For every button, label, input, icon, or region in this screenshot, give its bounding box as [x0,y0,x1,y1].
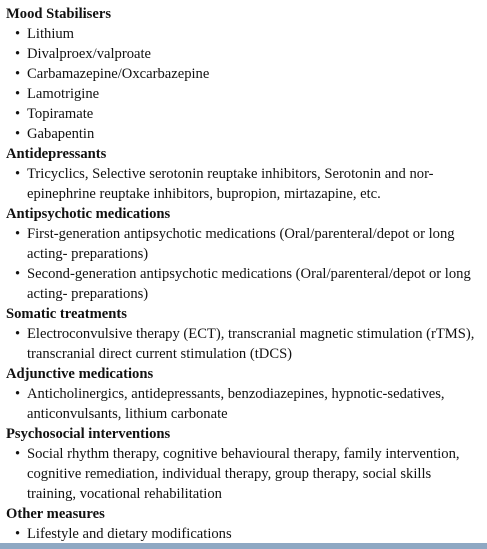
item-list [6,224,487,304]
item-list [6,24,487,144]
section-somatic-treatments [6,304,487,364]
list-item [6,164,487,204]
bullet-icon: • [15,46,21,62]
item-text: Anticholinergics, antidepressants, benzodiazepines, hypnotic-sedatives, anticonvulsants, lithium carbonate [27,386,445,422]
section-heading: Mood Stabilisers [6,6,111,22]
item-list [6,324,487,364]
item-text: First-generation antipsychotic medications (Oral/parenteral/depot or long acting- preparations) [27,226,455,262]
bullet-icon: • [15,26,21,42]
item-list [6,524,487,544]
bullet-icon: • [15,166,21,182]
section-other-measures [6,504,487,544]
item-text: Gabapentin [27,126,95,142]
bullet-icon: • [15,526,21,542]
section-heading: Somatic treatments [6,306,127,322]
bullet-icon: • [15,386,21,402]
section-heading: Other measures [6,506,105,522]
section-antidepressants [6,144,487,204]
list-item [6,324,487,364]
item-text: Tricyclics, Selective serotonin reuptake inhibitors, Serotonin and nor-epinephrine reuptake inhibitors, bupropion, mirtazapine, etc. [27,166,434,202]
section-mood-stabilisers [6,4,487,144]
item-list [6,164,487,204]
list-item [6,64,487,84]
list-item [6,84,487,104]
item-text: Social rhythm therapy, cognitive behavioural therapy, family intervention, cognitive remediation, individual therapy, group therapy, social skills training, vocational rehabilitation [27,446,460,502]
item-text: Electroconvulsive therapy (ECT), transcranial magnetic stimulation (rTMS), transcranial direct current stimulation (tDCS) [27,326,475,362]
section-heading: Antidepressants [6,146,107,162]
section-heading: Adjunctive medications [6,366,154,382]
item-list [6,444,487,504]
list-item [6,384,487,424]
list-item [6,264,487,304]
list-item [6,524,487,544]
item-text: Lifestyle and dietary modifications [27,526,232,542]
item-text: Topiramate [27,106,94,122]
bullet-icon: • [15,266,21,282]
section-psychosocial-interventions [6,424,487,504]
list-item [6,104,487,124]
list-item [6,444,487,504]
item-text: Lamotrigine [27,86,100,102]
bullet-icon: • [15,326,21,342]
section-heading: Psychosocial interventions [6,426,171,442]
list-item [6,124,487,144]
bullet-icon: • [15,66,21,82]
table-bottom-rule [0,543,487,549]
item-text: Divalproex/valproate [27,46,151,62]
bullet-icon: • [15,226,21,242]
item-text: Lithium [27,26,75,42]
list-item [6,44,487,64]
section-heading: Antipsychotic medications [6,206,171,222]
list-item [6,24,487,44]
item-list [6,384,487,424]
list-item [6,224,487,264]
bullet-icon: • [15,126,21,142]
bullet-icon: • [15,106,21,122]
bullet-icon: • [15,446,21,462]
section-adjunctive-medications [6,364,487,424]
bullet-icon: • [15,86,21,102]
section-antipsychotic-medications [6,204,487,304]
item-text: Carbamazepine/Oxcarbazepine [27,66,210,82]
item-text: Second-generation antipsychotic medications (Oral/parenteral/depot or long acting- preparations) [27,266,471,302]
